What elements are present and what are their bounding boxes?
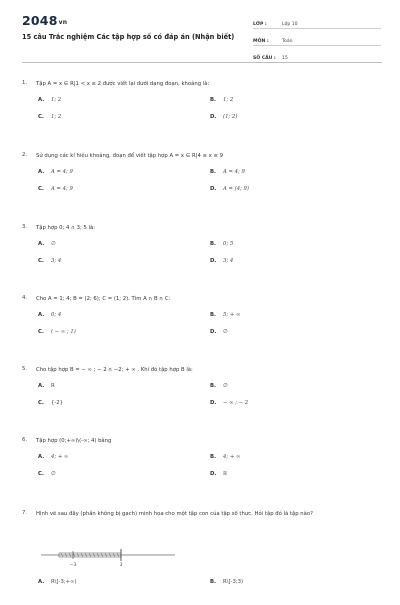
option-4d[interactable]: D. ∅ [210, 329, 228, 335]
option-1b[interactable]: B. 1; 2 [210, 97, 234, 103]
option-3a[interactable]: A. ∅ [38, 241, 56, 247]
option-6c[interactable]: C. ∅ [38, 471, 56, 477]
meta-box [253, 16, 381, 67]
question-6: 6. Tập hợp (0;+∞)\(-∞; 4) bằng A. 4; + ∞ B. 4; + ∞ C. ∅ D. ℝ [22, 437, 241, 477]
numberline-left-label: −3 [69, 563, 77, 568]
option-3b[interactable]: B. 0; 5 [210, 241, 234, 247]
option-1a[interactable]: A. 1; 2 [38, 97, 62, 103]
option-5a[interactable]: A. R [38, 383, 55, 389]
option-6a[interactable]: A. 4; + ∞ [38, 454, 69, 460]
option-2a[interactable]: A. A = 4; 9 [38, 169, 73, 175]
meta-count: SỐ CÂU : 15 [253, 50, 381, 63]
question-7: 7. Hình vẽ sau đây (phần không bị gạch) minh họa cho một tập con của tập số thực. Hỏi tập đó là tập nào? [22, 510, 313, 517]
question-7-options [22, 579, 382, 605]
option-4a[interactable]: A. 0; 4 [38, 312, 62, 318]
document-title: 15 câu Trắc nghiệm Các tập hợp số có đáp án (Nhận biết) [22, 33, 235, 41]
option-3c[interactable]: C. 3; 4 [38, 258, 62, 264]
question-4: 4. Cho A = 1; 4; B = (2; 6); C = (1; 2). Tìm A ∩ B ∩ C: A. 0; 4 B. 5; + ∞ C. ( − ∞ ; 1) D. ∅ [22, 295, 241, 335]
header-divider [22, 62, 382, 63]
option-7b[interactable]: B. R\[-3;3) [210, 579, 244, 585]
option-5c[interactable]: C. {-2} [38, 400, 64, 406]
question-2: 2. Sử dụng các kí hiệu khoảng, đoạn để viết tập hợp A = x ∈ R|4 ≤ x ≤ 9 A. A = 4; 9 B. A = 4; 9 C. A = 4; 9 D. A = (4; 9) [22, 152, 249, 192]
question-1: 1. Tập A = x ∈ R|1 < x ≤ 2 được viết lại dưới dạng đoạn, khoảng là: A. 1; 2 B. 1; 2 C. 1; 2 D. (1; 2) [22, 80, 238, 120]
option-5b[interactable]: B. ∅ [210, 383, 228, 389]
brand-logo[interactable]: 2048vn [22, 13, 68, 28]
option-5d[interactable]: D. − ∞ ; − 2 [210, 400, 249, 406]
question-3: 3. Tập hợp 0; 4 ∩ 3; 5 là: A. ∅ B. 0; 5 C. 3; 4 D. 3; 4 [22, 224, 234, 264]
option-2d[interactable]: D. A = (4; 9) [210, 186, 249, 192]
meta-class: LỚP : Lớp 10 [253, 16, 381, 29]
option-7a[interactable]: A. R\[-3;+∞) [38, 579, 77, 585]
option-4c[interactable]: C. ( − ∞ ; 1) [38, 329, 76, 335]
number-line-figure [39, 545, 179, 569]
option-6b[interactable]: B. 4; + ∞ [210, 454, 241, 460]
option-1c[interactable]: C. 1; 2 [38, 114, 62, 120]
numberline-right-label: 3 [119, 563, 123, 568]
option-2b[interactable]: B. A = 4; 9 [210, 169, 245, 175]
option-6d[interactable]: D. ℝ [210, 471, 228, 477]
question-5: 5. Cho tập hợp B = − ∞ ; − 2 ∩ −2; + ∞ . Khi đó tập hợp B là: A. R B. ∅ C. {-2} D. − ∞ ; − 2 [22, 366, 249, 406]
option-4b[interactable]: B. 5; + ∞ [210, 312, 241, 318]
option-2c[interactable]: C. A = 4; 9 [38, 186, 73, 192]
option-3d[interactable]: D. 3; 4 [210, 258, 234, 264]
meta-subject: MÔN : Toán [253, 33, 381, 46]
option-1d[interactable]: D. (1; 2) [210, 114, 238, 120]
